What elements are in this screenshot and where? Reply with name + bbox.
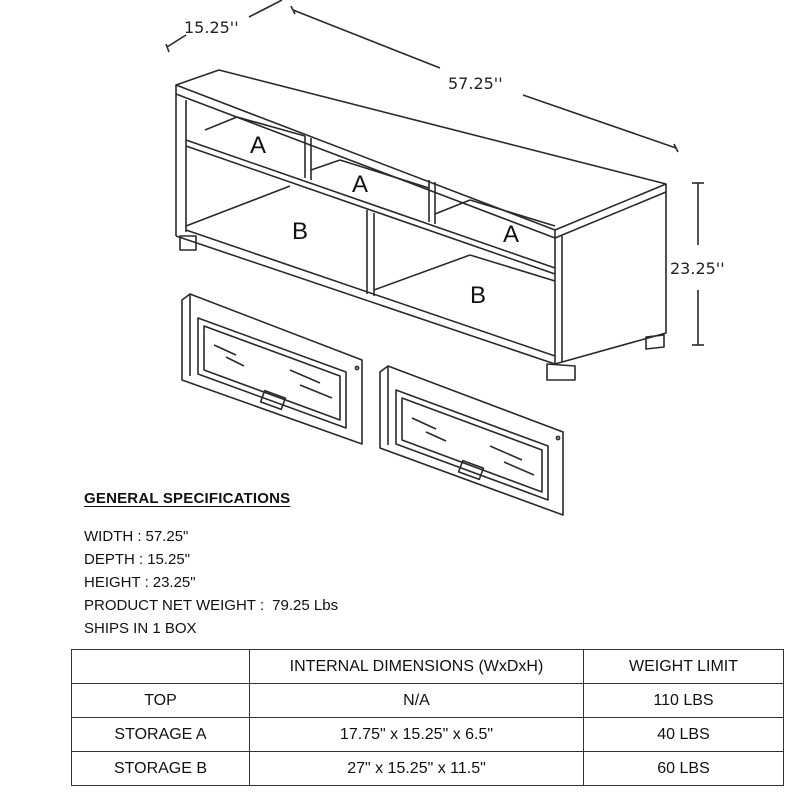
spec-key: SHIPS IN 1 BOX: [84, 620, 197, 637]
table-cell: TOP: [72, 684, 250, 718]
table-header-cell: INTERNAL DIMENSIONS (WxDxH): [250, 650, 584, 684]
table-cell: STORAGE B: [72, 752, 250, 786]
spec-key: PRODUCT NET WEIGHT :: [84, 597, 265, 614]
compartment-a-label: A: [250, 132, 267, 159]
compartment-b-label: B: [292, 218, 309, 245]
table-cell: N/A: [250, 684, 584, 718]
table-row: [72, 752, 784, 786]
spec-key: HEIGHT :: [84, 574, 149, 591]
foot-right: [646, 335, 664, 349]
glass-door-left: [182, 294, 362, 444]
table-row: [72, 684, 784, 718]
general-specifications: [84, 490, 584, 640]
spec-line: [84, 548, 584, 571]
stand-right-side-panel: [555, 192, 666, 364]
height-dimension-label: 23.25'': [670, 259, 725, 278]
foot-front: [547, 364, 575, 380]
table-cell: 60 LBS: [584, 752, 784, 786]
spec-line: [84, 617, 584, 640]
width-dimension-label: 57.25'': [448, 74, 503, 93]
compartment-a-label: A: [352, 171, 369, 198]
spec-value: 23.25": [152, 574, 196, 591]
spec-line: [84, 525, 584, 548]
table-header-cell: WEIGHT LIMIT: [584, 650, 784, 684]
table-cell: 27" x 15.25" x 11.5": [250, 752, 584, 786]
table-cell: 110 LBS: [584, 684, 784, 718]
specs-title: GENERAL SPECIFICATIONS: [84, 490, 291, 507]
spec-key: DEPTH :: [84, 551, 144, 568]
table-cell: 40 LBS: [584, 718, 784, 752]
depth-dimension-label: 15.25'': [184, 18, 239, 37]
spec-value: 57.25": [145, 528, 189, 545]
spec-value: 15.25": [147, 551, 191, 568]
table-cell: 17.75" x 15.25" x 6.5": [250, 718, 584, 752]
table-cell: STORAGE A: [72, 718, 250, 752]
spec-key: WIDTH :: [84, 528, 142, 545]
spec-value: 79.25 Lbs: [268, 597, 339, 614]
spec-line: [84, 571, 584, 594]
table-header-row: [72, 650, 784, 684]
specifications-table: [71, 649, 784, 786]
table-header-cell: [72, 650, 250, 684]
spec-line: [84, 594, 584, 617]
compartment-a-label: A: [503, 221, 520, 248]
compartment-b-label: B: [470, 282, 487, 309]
table-row: [72, 718, 784, 752]
